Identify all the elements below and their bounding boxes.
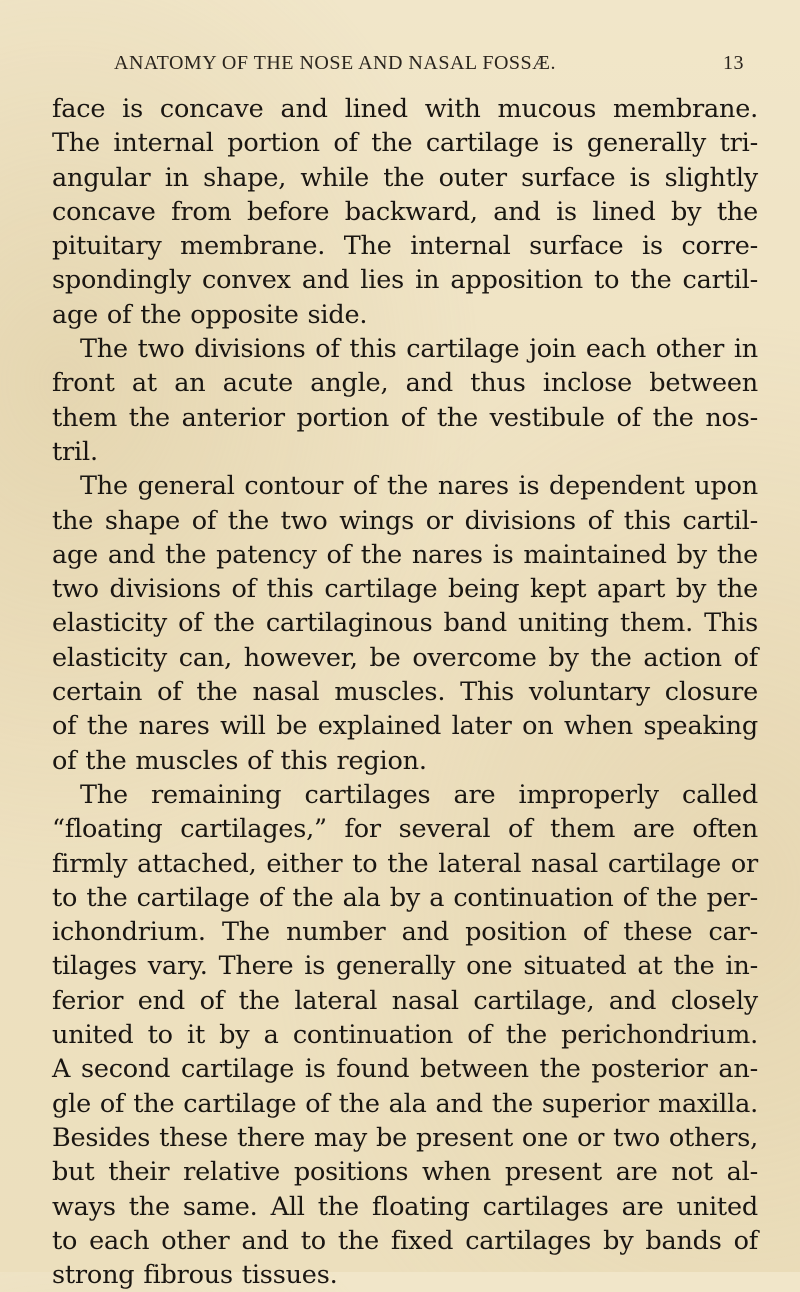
paragraph-3	[52, 469, 758, 778]
text-line: elasticity can, however, be overcome by the action of	[52, 642, 758, 673]
text-line: gle of the cartilage of the ala and the superior maxilla.	[52, 1088, 758, 1119]
paragraph-1	[52, 92, 758, 332]
text-line: ichondrium. The number and position of these car-	[52, 917, 758, 948]
text-line: to each other and to the fixed cartilages by bands of	[52, 1225, 758, 1256]
running-header	[52, 52, 758, 82]
text-line: concave from before backward, and is lined by the	[52, 196, 758, 227]
text-line: of the muscles of this region.	[52, 745, 427, 776]
text-line: the shape of the two wings or divisions of this cartil-	[52, 505, 758, 536]
text-line: A second cartilage is found between the posterior an-	[52, 1054, 758, 1085]
text-line: Besides these there may be present one or two others,	[52, 1122, 758, 1153]
page-number: 13	[723, 52, 744, 74]
text-line: The remaining cartilages are improperly called	[80, 779, 758, 810]
book-page	[52, 52, 758, 1292]
text-line: tilages vary. There is generally one situated at the in-	[52, 951, 758, 982]
text-line: united to it by a continuation of the perichondrium.	[52, 1020, 758, 1051]
text-line: pituitary membrane. The internal surface is corre-	[52, 231, 758, 262]
paragraph-4	[52, 778, 758, 1292]
body-text	[52, 92, 758, 1292]
text-line: elasticity of the cartilaginous band uniting them. This	[52, 608, 758, 639]
text-line: The internal portion of the cartilage is generally tri-	[52, 128, 758, 159]
text-line: strong fibrous tissues.	[52, 1260, 338, 1291]
text-line: The two divisions of this cartilage join each other in	[80, 334, 758, 365]
text-line: ferior end of the lateral nasal cartilage, and closely	[52, 985, 758, 1016]
text-line: to the cartilage of the ala by a continuation of the per-	[52, 882, 758, 913]
text-line: firmly attached, either to the lateral nasal cartilage or	[52, 848, 758, 879]
text-line: “floating cartilages,” for several of them are often	[52, 814, 758, 845]
text-line: two divisions of this cartilage being kept apart by the	[52, 574, 758, 605]
text-line: age and the patency of the nares is maintained by the	[52, 539, 758, 570]
text-line: front at an acute angle, and thus inclose between	[52, 368, 758, 399]
text-line: certain of the nasal muscles. This voluntary closure	[52, 677, 758, 708]
text-line: face is concave and lined with mucous membrane.	[52, 94, 758, 124]
text-line: them the anterior portion of the vestibule of the nos-	[52, 402, 758, 433]
text-line: of the nares will be explained later on when speaking	[52, 711, 758, 742]
running-title: ANATOMY OF THE NOSE AND NASAL FOSSÆ.	[114, 52, 556, 74]
text-line: spondingly convex and lies in apposition to the cartil-	[52, 265, 758, 296]
paragraph-2	[52, 332, 758, 469]
text-line: tril.	[52, 436, 98, 467]
text-line: age of the opposite side.	[52, 299, 368, 330]
text-line: ways the same. All the floating cartilages are united	[52, 1191, 758, 1222]
text-line: but their relative positions when present are not al-	[52, 1157, 758, 1188]
text-line: The general contour of the nares is dependent upon	[80, 471, 758, 502]
text-line: angular in shape, while the outer surface is slightly	[52, 162, 758, 193]
